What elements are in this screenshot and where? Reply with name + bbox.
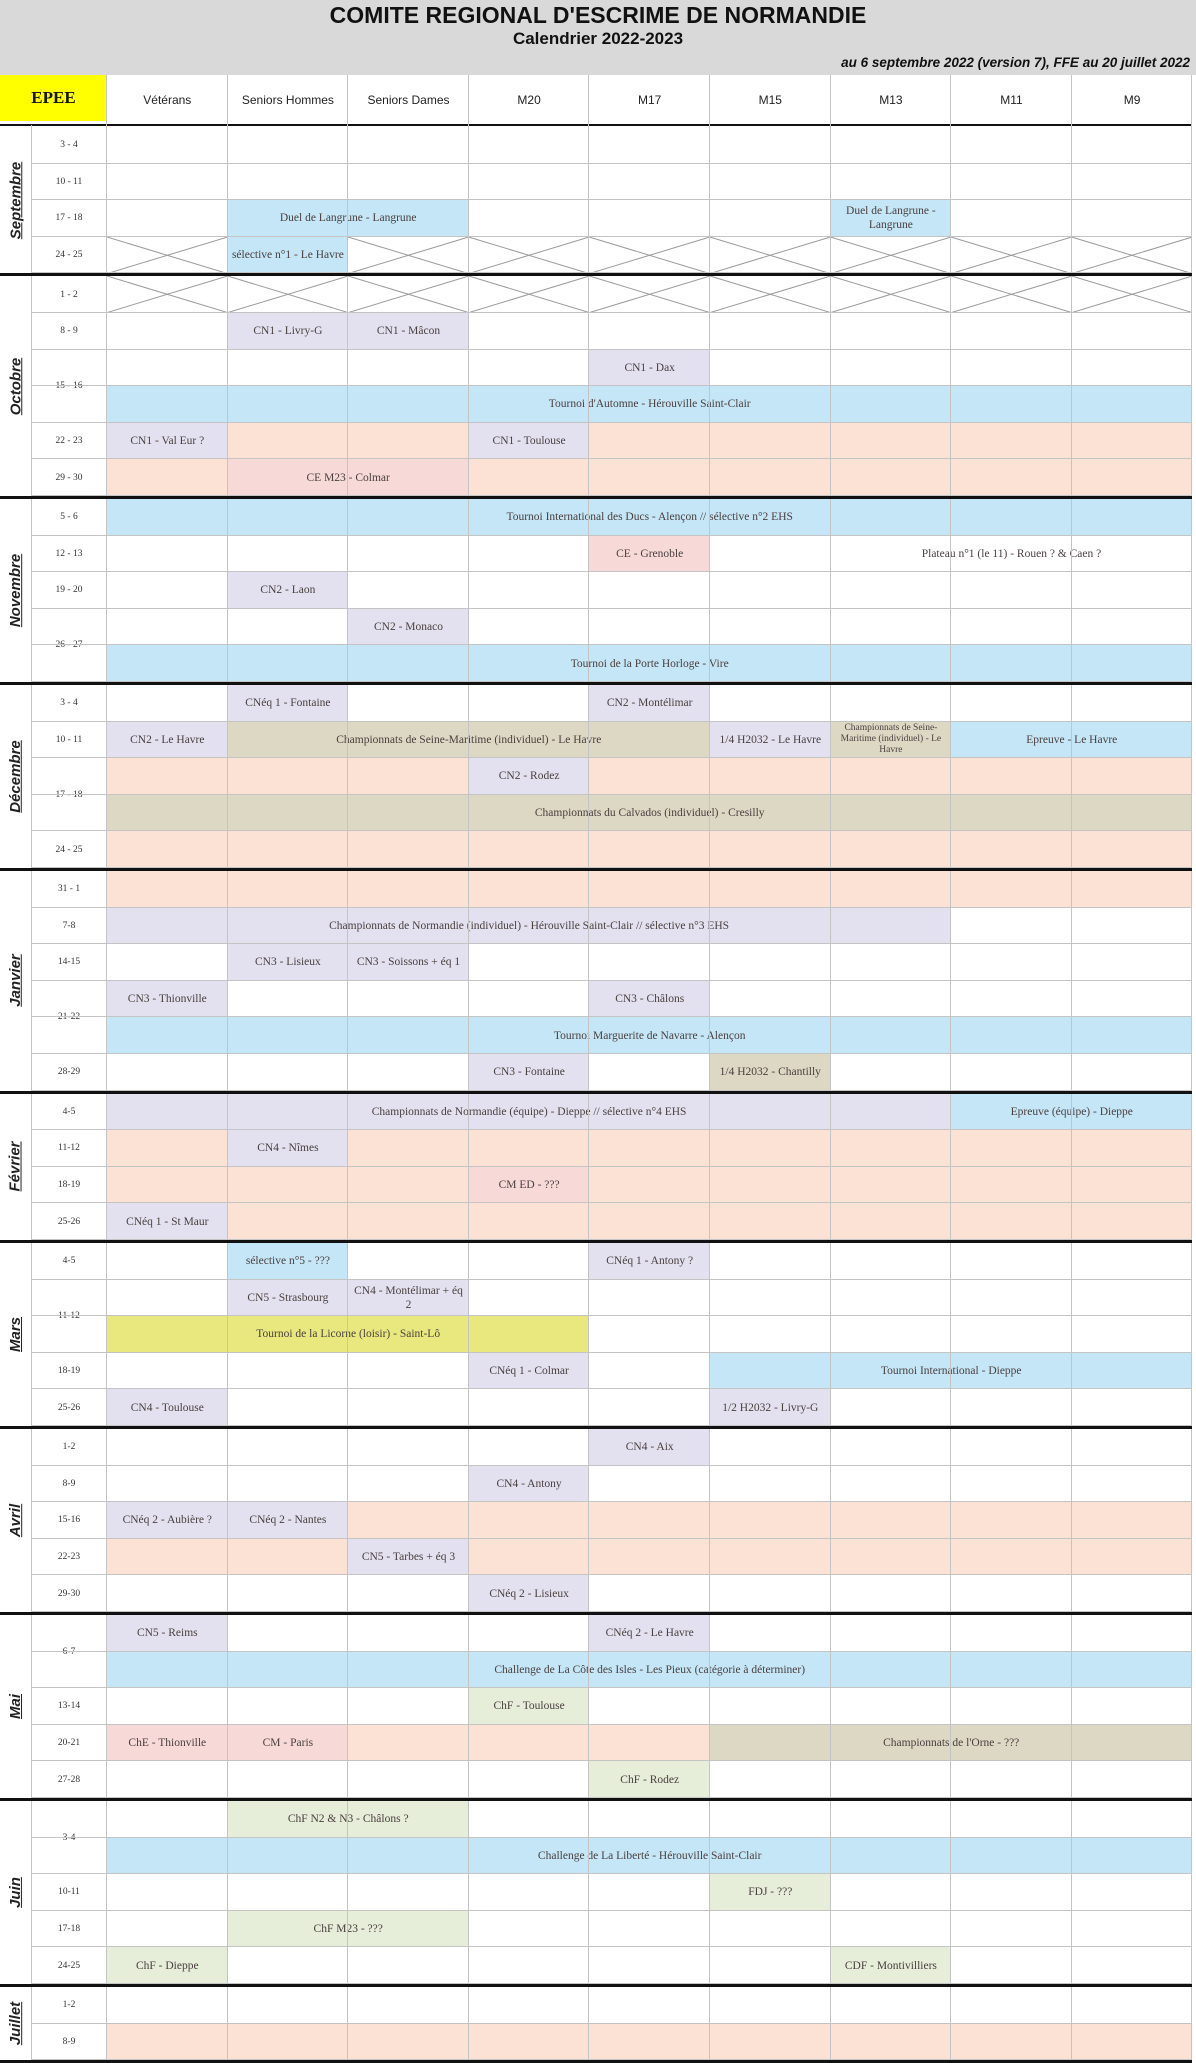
- row-line: [31, 794, 1192, 795]
- row-line: [31, 644, 1192, 645]
- event-cell[interactable]: 1/4 H2032 - Chantilly: [710, 1054, 831, 1091]
- event-cell[interactable]: Tournoi International des Ducs - Alençon // sélective n°2 EHS: [107, 499, 1192, 536]
- event-cell[interactable]: CN5 - Tarbes + éq 3: [348, 1539, 469, 1576]
- row-line: [31, 1202, 1192, 1203]
- event-cell[interactable]: CN3 - Fontaine: [469, 1054, 590, 1091]
- month-label: [0, 276, 31, 496]
- date-label: 10 - 11: [55, 734, 83, 745]
- row-line: [31, 1760, 1192, 1761]
- month-name: Mars: [7, 1316, 24, 1353]
- col-line: [709, 75, 710, 2063]
- event-cell[interactable]: CNéq 1 - Colmar: [469, 1353, 590, 1390]
- event-cell[interactable]: CNéq 2 - Nantes: [228, 1502, 349, 1539]
- event-cell[interactable]: Tournoi de la Porte Horloge - Vire: [107, 645, 1192, 682]
- row-line: [31, 1837, 1192, 1838]
- date-label: 19 - 20: [55, 585, 83, 596]
- month-separator: [0, 496, 1192, 499]
- row-line: [31, 1129, 1192, 1130]
- crossed-cell: [107, 237, 228, 274]
- month-separator: [0, 1612, 1192, 1615]
- event-cell[interactable]: CNéq 1 - St Maur: [107, 1203, 228, 1240]
- col-line: [1191, 75, 1192, 2063]
- shaded-cell: [348, 1130, 1192, 1167]
- month-separator: [0, 1240, 1192, 1243]
- event-cell[interactable]: CN4 - Nîmes: [228, 1130, 349, 1167]
- event-cell[interactable]: ChF - Rodez: [589, 1761, 710, 1798]
- row-line: [31, 349, 1192, 350]
- date-label: 11-12: [58, 1143, 80, 1154]
- event-cell[interactable]: Duel de Langrune - Langrune: [831, 200, 952, 237]
- event-cell[interactable]: CN4 - Antony: [469, 1466, 590, 1503]
- date-label: 20-21: [57, 1738, 81, 1749]
- event-cell[interactable]: Epreuve (équipe) - Dieppe: [951, 1094, 1192, 1131]
- month-name: Octobre: [7, 357, 25, 415]
- column-header: Vétérans: [143, 93, 192, 107]
- row-line: [31, 1388, 1192, 1389]
- date-label: 29-30: [57, 1588, 81, 1599]
- row-line: [31, 1465, 1192, 1466]
- calendar-table: [0, 75, 1192, 2048]
- event-cell[interactable]: CN4 - Toulouse: [107, 1389, 228, 1426]
- month-name: Septembre: [7, 161, 24, 239]
- month-name: Janvier: [7, 954, 25, 1008]
- date-label: 24-25: [57, 1960, 81, 1971]
- event-cell[interactable]: Duel de Langrune - Langrune: [228, 200, 469, 237]
- row-line: [31, 458, 1192, 459]
- month-separator: [0, 682, 1192, 685]
- date-label: 14-15: [57, 957, 81, 968]
- event-cell[interactable]: CN3 - Lisieux: [228, 944, 349, 981]
- event-cell[interactable]: CNéq 2 - Le Havre: [589, 1615, 710, 1652]
- month-separator: [0, 1798, 1192, 1801]
- month-separator: [0, 1426, 1192, 1429]
- month-label: [0, 127, 31, 273]
- row-line: [31, 1016, 1192, 1017]
- date-label: 5 - 6: [60, 512, 78, 523]
- month-separator: [0, 1984, 1192, 1987]
- event-cell[interactable]: CN4 - Aix: [589, 1429, 710, 1466]
- row-line: [31, 757, 1192, 758]
- event-cell[interactable]: CN2 - Le Havre: [107, 722, 228, 759]
- date-label: 24 - 25: [55, 844, 83, 855]
- event-cell[interactable]: CN3 - Châlons: [589, 981, 710, 1018]
- event-cell[interactable]: 1/4 H2032 - Le Havre: [710, 722, 831, 759]
- shaded-cell: [228, 423, 469, 460]
- date-label: 18-19: [57, 1366, 81, 1377]
- col-line: [31, 125, 32, 2063]
- row-line: [31, 535, 1192, 536]
- date-label: 17 - 18: [55, 213, 83, 224]
- event-cell[interactable]: sélective n°5 - ???: [228, 1243, 349, 1280]
- header-divider: [0, 124, 1192, 126]
- event-cell[interactable]: FDJ - ???: [710, 1874, 831, 1911]
- month-separator: [0, 1091, 1192, 1094]
- month-name: Juin: [7, 1877, 24, 1908]
- event-cell[interactable]: CNéq 1 - Fontaine: [228, 685, 349, 722]
- shaded-cell: [469, 1539, 1193, 1576]
- event-cell[interactable]: Championnats de l'Orne - ???: [710, 1725, 1192, 1762]
- version-note: au 6 septembre 2022 (version 7), FFE au 20 juillet 2022: [841, 55, 1190, 70]
- month-name: Mai: [6, 1693, 24, 1720]
- column-header: Seniors Hommes: [241, 93, 334, 107]
- shaded-cell: [589, 1167, 1192, 1204]
- crossed-cell: [107, 276, 1192, 313]
- row-line: [31, 608, 1192, 609]
- event-cell[interactable]: CM - Paris: [228, 1725, 349, 1762]
- event-cell[interactable]: CN5 - Strasbourg: [228, 1280, 349, 1317]
- date-label: 8-9: [62, 1478, 76, 1489]
- date-label: 18-19: [57, 1180, 81, 1191]
- event-cell[interactable]: ChF M23 - ???: [228, 1911, 469, 1948]
- row-line: [31, 1910, 1192, 1911]
- date-label: 8 - 9: [60, 326, 78, 337]
- date-label: 17-18: [57, 1924, 81, 1935]
- date-label: 24 - 25: [55, 250, 83, 261]
- date-label: 11-12: [58, 1311, 80, 1322]
- date-label: 22-23: [57, 1552, 81, 1563]
- event-cell[interactable]: CN1 - Livry-G: [228, 313, 349, 350]
- col-line: [227, 75, 228, 2063]
- event-cell[interactable]: CN2 - Rodez: [469, 758, 590, 795]
- cross-mark: [107, 276, 1192, 313]
- date-label: 3 - 4: [60, 140, 78, 151]
- column-header: M13: [879, 93, 903, 107]
- event-cell[interactable]: CN5 - Reims: [107, 1615, 228, 1652]
- col-line: [106, 75, 107, 2063]
- date-label: 27-28: [57, 1774, 81, 1785]
- month-label: [0, 1243, 31, 1426]
- event-cell[interactable]: CM ED - ???: [469, 1167, 590, 1204]
- month-separator: [0, 868, 1192, 871]
- event-cell[interactable]: CN1 - Toulouse: [469, 423, 590, 460]
- shaded-cell: [107, 2024, 1192, 2061]
- date-label: 13-14: [57, 1701, 81, 1712]
- row-line: [31, 980, 1192, 981]
- date-label: 29 - 30: [55, 472, 83, 483]
- month-name: Avril: [7, 1503, 25, 1538]
- event-cell[interactable]: CN2 - Monaco: [348, 609, 469, 646]
- event-cell[interactable]: CN1 - Val Eur ?: [107, 423, 228, 460]
- event-cell[interactable]: sélective n°1 - Le Havre: [228, 237, 349, 274]
- row-line: [31, 236, 1192, 237]
- date-label: 25-26: [57, 1216, 81, 1227]
- event-cell[interactable]: Championnats de Normandie (équipe) - Dieppe // sélective n°4 EHS: [107, 1094, 951, 1131]
- event-cell[interactable]: Championnats de Seine-Maritime (individuel) - Le Havre: [228, 722, 710, 759]
- month-label: [0, 1429, 31, 1612]
- row-line: [31, 721, 1192, 722]
- event-cell[interactable]: CDF - Montivilliers: [831, 1947, 952, 1984]
- weapon-badge: EPEE: [0, 75, 107, 121]
- date-label: 28-29: [57, 1067, 81, 1078]
- date-label: 12 - 13: [55, 548, 83, 559]
- event-cell[interactable]: CN1 - Dax: [589, 350, 710, 387]
- shaded-cell: [107, 758, 469, 795]
- event-cell[interactable]: CE - Grenoble: [589, 536, 710, 573]
- shaded-cell: [589, 758, 1192, 795]
- row-line: [31, 907, 1192, 908]
- event-cell[interactable]: CN4 - Montélimar + éq 2: [348, 1280, 469, 1317]
- column-header: M17: [638, 93, 662, 107]
- col-line: [1071, 75, 1072, 2063]
- page-subtitle: Calendrier 2022-2023: [512, 29, 684, 48]
- date-label: 22 - 23: [55, 436, 83, 447]
- row-line: [31, 312, 1192, 313]
- date-label: 10-11: [58, 1887, 80, 1898]
- date-label: 7-8: [62, 920, 76, 931]
- cross-mark: [348, 237, 1192, 274]
- date-label: 15 - 16: [55, 381, 83, 392]
- event-cell[interactable]: CNéq 2 - Lisieux: [469, 1575, 590, 1612]
- event-cell[interactable]: CNéq 2 - Aubière ?: [107, 1502, 228, 1539]
- shaded-cell: [589, 423, 1192, 460]
- date-label: 26 - 27: [55, 640, 83, 651]
- row-line: [31, 1053, 1192, 1054]
- shaded-cell: [469, 459, 1193, 496]
- row-line: [31, 163, 1192, 164]
- row-line: [31, 385, 1192, 386]
- month-label: [0, 1801, 31, 1984]
- event-cell[interactable]: CN1 - Mâcon: [348, 313, 469, 350]
- event-cell[interactable]: CN3 - Thionville: [107, 981, 228, 1018]
- row-line: [31, 571, 1192, 572]
- column-header: Seniors Dames: [367, 93, 450, 107]
- event-cell[interactable]: ChF N2 & N3 - Châlons ?: [228, 1801, 469, 1838]
- event-cell[interactable]: ChF - Dieppe: [107, 1947, 228, 1984]
- cross-mark: [107, 237, 228, 274]
- row-line: [31, 943, 1192, 944]
- event-cell[interactable]: Championnats du Calvados (individuel) - Cresilly: [107, 795, 1192, 832]
- page-title: COMITE REGIONAL D'ESCRIME DE NORMANDIE: [329, 2, 867, 28]
- event-cell[interactable]: Plateau n°1 (le 11) - Rouen ? & Caen ?: [921, 547, 1102, 560]
- month-name: Novembre: [7, 553, 25, 628]
- shaded-cell: [107, 831, 1192, 868]
- month-label: [0, 1615, 31, 1798]
- date-label: 21-22: [57, 1012, 81, 1023]
- date-label: 31 - 1: [57, 884, 81, 895]
- col-line: [347, 75, 348, 2063]
- row-line: [31, 1352, 1192, 1353]
- date-label: 3 - 4: [60, 698, 78, 709]
- event-cell[interactable]: CN2 - Laon: [228, 572, 349, 609]
- row-line: [31, 199, 1192, 200]
- event-cell[interactable]: CE M23 - Colmar: [228, 459, 469, 496]
- month-label: [0, 499, 31, 682]
- date-label: 15-16: [57, 1515, 81, 1526]
- column-header: M20: [517, 93, 541, 107]
- event-cell[interactable]: 1/2 H2032 - Livry-G: [710, 1389, 831, 1426]
- date-label: 1-2: [62, 1442, 76, 1453]
- col-line: [830, 75, 831, 2063]
- month-label: [0, 871, 31, 1091]
- event-cell[interactable]: Challenge de La Liberté - Hérouville Saint-Clair: [107, 1838, 1192, 1875]
- event-cell[interactable]: Championnats de Seine-Maritime (individuel) - Le Havre: [831, 722, 952, 759]
- date-label: 6-7: [62, 1646, 76, 1657]
- row-line: [31, 422, 1192, 423]
- shaded-cell: [107, 1130, 228, 1167]
- col-line: [468, 75, 469, 2063]
- date-label: 4-5: [62, 1106, 76, 1117]
- event-cell[interactable]: Challenge de La Côte des Isles - Les Pieux (catégorie à déterminer): [107, 1652, 1192, 1689]
- col-line: [588, 75, 589, 2063]
- row-line: [31, 1279, 1192, 1280]
- month-label: [0, 1987, 31, 2060]
- event-cell[interactable]: Epreuve - Le Havre: [951, 722, 1192, 759]
- shaded-cell: [107, 459, 228, 496]
- row-line: [31, 1873, 1192, 1874]
- event-cell[interactable]: CN3 - Soissons + éq 1: [348, 944, 469, 981]
- row-line: [31, 1687, 1192, 1688]
- event-cell[interactable]: CNéq 1 - Antony ?: [589, 1243, 710, 1280]
- event-cell[interactable]: Tournoi International - Dieppe: [710, 1353, 1192, 1390]
- month-label: [0, 685, 31, 868]
- event-cell[interactable]: Championnats de Normandie (individuel) - Hérouville Saint-Clair // sélective n°3 EHS: [107, 908, 951, 945]
- row-line: [31, 1501, 1192, 1502]
- event-cell[interactable]: ChF - Toulouse: [469, 1688, 590, 1725]
- date-label: 8-9: [62, 2036, 76, 2047]
- row-line: [31, 1538, 1192, 1539]
- date-label: 1 - 2: [60, 289, 78, 300]
- column-header: M9: [1123, 93, 1141, 107]
- date-label: 3-4: [62, 1832, 76, 1843]
- event-cell[interactable]: Tournoi Marguerite de Navarre - Alençon: [107, 1017, 1192, 1054]
- event-cell[interactable]: Tournoi d'Automne - Hérouville Saint-Clair: [107, 386, 1192, 423]
- crossed-cell: [348, 237, 1192, 274]
- date-label: 25-26: [57, 1402, 81, 1413]
- row-line: [31, 1315, 1192, 1316]
- row-line: [31, 1946, 1192, 1947]
- event-cell[interactable]: ChE - Thionville: [107, 1725, 228, 1762]
- shaded-cell: [348, 1502, 1192, 1539]
- event-cell[interactable]: Tournoi de la Licorne (loisir) - Saint-Lô: [107, 1316, 589, 1353]
- shaded-cell: [107, 1167, 469, 1204]
- month-name: Juillet: [7, 2001, 25, 2046]
- row-line: [31, 1166, 1192, 1167]
- row-line: [31, 1651, 1192, 1652]
- shaded-cell: [107, 871, 1192, 908]
- row-line: [31, 1724, 1192, 1725]
- row-line: [31, 1574, 1192, 1575]
- date-label: 4-5: [62, 1256, 76, 1267]
- row-line: [31, 2023, 1192, 2024]
- event-cell[interactable]: CN2 - Montélimar: [589, 685, 710, 722]
- date-label: 10 - 11: [55, 176, 83, 187]
- month-name: Décembre: [7, 740, 25, 813]
- col-line: [950, 75, 951, 2063]
- column-header: M15: [758, 93, 782, 107]
- date-label: 17 - 18: [55, 789, 83, 800]
- shaded-cell: [348, 1725, 710, 1762]
- date-label: 1-2: [62, 2000, 76, 2011]
- month-name: Février: [7, 1141, 25, 1192]
- month-label: [0, 1094, 31, 1240]
- column-header: M11: [1000, 93, 1023, 107]
- row-line: [31, 830, 1192, 831]
- shaded-cell: [107, 1539, 348, 1576]
- month-separator: [0, 273, 1192, 276]
